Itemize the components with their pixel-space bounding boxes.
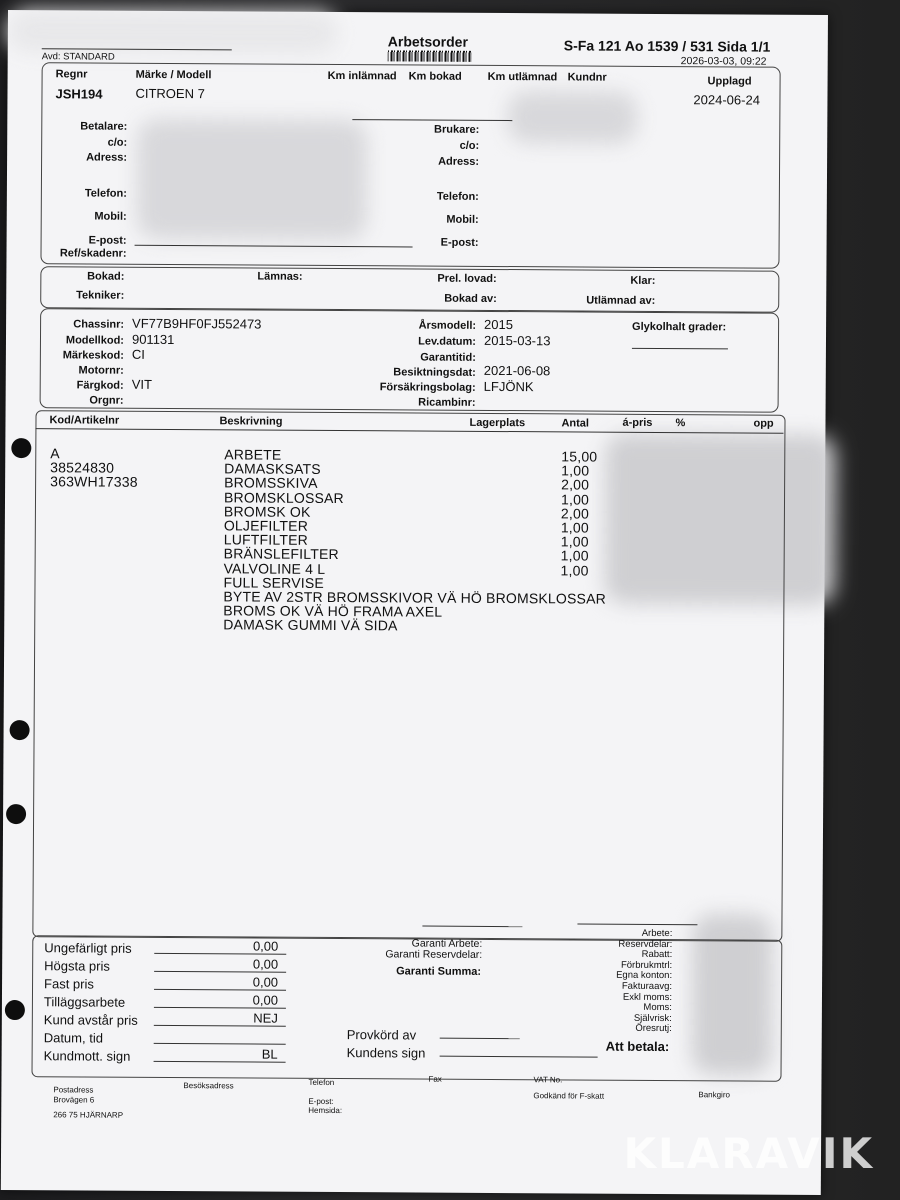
col-opp-header: opp bbox=[753, 417, 774, 430]
payer-mobile-label: Mobil: bbox=[94, 210, 127, 223]
warranty-work-label: Garanti Arbete: bbox=[411, 937, 483, 950]
footer-postal-line2: 266 75 HJÄRNARP bbox=[53, 1110, 124, 1120]
amount-due-label: Att betala: bbox=[605, 1038, 670, 1055]
payer-label: Betalare: bbox=[80, 120, 128, 133]
item-quantity: 1,00 bbox=[560, 490, 590, 508]
print-date-time: 2026-03-03, 09:22 bbox=[680, 55, 767, 68]
booked-label: Bokad: bbox=[87, 270, 125, 283]
item-description: BYTE AV 2STR BROMSSKIVOR VÄ HÖ BROMSKLOSSAR bbox=[223, 588, 607, 607]
payer-email-label: E-post: bbox=[88, 234, 127, 247]
org-no-label: Orgnr: bbox=[89, 394, 124, 407]
warranty-parts-label: Garanti Reservdelar: bbox=[385, 948, 483, 961]
item-quantity: 1,00 bbox=[561, 462, 590, 479]
department-label: Avd: STANDARD bbox=[41, 51, 115, 63]
punch-hole-1 bbox=[11, 438, 31, 458]
kundnr-label: Kundnr bbox=[567, 71, 607, 84]
prel-promised-label: Prel. lovad: bbox=[437, 272, 497, 285]
col-quantity-header: Antal bbox=[561, 417, 590, 430]
item-description: BRÄNSLEFILTER bbox=[223, 545, 339, 563]
summary-row-value: 0,00 bbox=[252, 992, 279, 1008]
footer-postal-label: Postadress bbox=[53, 1085, 94, 1095]
item-description: VALVOLINE 4 L bbox=[223, 559, 326, 577]
user-co-label: c/o: bbox=[459, 139, 480, 152]
summary-row-label: Datum, tid bbox=[43, 1030, 104, 1046]
summary-row-value: BL bbox=[261, 1046, 278, 1062]
upplagd-value: 2024-06-24 bbox=[693, 92, 761, 108]
footer-visit-address: Besöksadress bbox=[183, 1081, 234, 1091]
footer-bank-giro: Bankgiro bbox=[698, 1090, 730, 1100]
punch-hole-4 bbox=[5, 1000, 25, 1020]
summary-row-label: Kundmott. sign bbox=[43, 1048, 131, 1064]
col-code-header: Kod/Artikelnr bbox=[49, 414, 120, 427]
totals-label: Öresrutj: bbox=[635, 1023, 672, 1035]
item-description: LUFTFILTER bbox=[223, 531, 309, 549]
totals-label: Förbrukmtrl: bbox=[620, 959, 673, 971]
booked-by-label: Bokad av: bbox=[444, 292, 497, 305]
totals-label: Rabatt: bbox=[641, 949, 673, 961]
model-value: CITROEN 7 bbox=[135, 85, 205, 102]
model-year-label: Årsmodell: bbox=[418, 319, 477, 332]
item-quantity: 1,00 bbox=[560, 533, 589, 550]
engine-no-label: Motornr: bbox=[78, 364, 124, 377]
item-code: 363WH17338 bbox=[50, 473, 138, 491]
footer-email: E-post: bbox=[308, 1096, 334, 1107]
item-code: A bbox=[50, 445, 60, 462]
item-description: DAMASK GUMMI VÄ SIDA bbox=[223, 616, 398, 634]
work-order-sheet bbox=[1, 10, 828, 1195]
customer-sign-label: Kundens sign bbox=[346, 1045, 426, 1061]
delivery-date-label: Lev.datum: bbox=[418, 335, 477, 348]
inspection-date-label: Besiktningsdat: bbox=[393, 366, 476, 379]
color-code-value: VIT bbox=[131, 376, 152, 392]
col-location-header: Lagerplats bbox=[469, 416, 526, 430]
item-quantity: 2,00 bbox=[561, 476, 590, 493]
insurer-label: Försäkringsbolag: bbox=[379, 381, 476, 394]
summary-row-label: Ungefärligt pris bbox=[44, 940, 132, 956]
upplagd-label: Upplagd bbox=[707, 75, 752, 88]
insurer-value: LFJÖNK bbox=[483, 378, 534, 395]
item-code: 38524830 bbox=[50, 459, 115, 476]
summary-row-value: 0,00 bbox=[252, 938, 279, 954]
user-address-label: Adress: bbox=[438, 155, 480, 168]
item-description: OLJEFILTER bbox=[223, 517, 309, 534]
summary-row-value: 0,00 bbox=[252, 956, 279, 972]
regnr-value: JSH194 bbox=[55, 86, 103, 102]
footer-fax: Fax bbox=[428, 1074, 442, 1084]
punch-hole-3 bbox=[6, 804, 26, 824]
document-title: Arbetsorder bbox=[387, 33, 469, 50]
warranty-sum-label: Garanti Summa: bbox=[396, 965, 482, 978]
col-unit-price-header: á-pris bbox=[622, 416, 653, 429]
footer-tax-approval: Godkänd för F-skatt bbox=[533, 1091, 605, 1101]
item-description: ARBETE bbox=[224, 446, 282, 463]
ready-label: Klar: bbox=[630, 274, 656, 287]
summary-row-label: Kund avstår pris bbox=[43, 1012, 138, 1028]
item-description: BROMSK OK bbox=[223, 503, 311, 520]
item-description: BROMS OK VÄ HÖ FRAMA AXEL bbox=[223, 602, 443, 620]
inspection-date-value: 2021-06-08 bbox=[483, 362, 551, 379]
km-out-label: Km utlämnad bbox=[487, 70, 558, 84]
technician-label: Tekniker: bbox=[76, 289, 125, 302]
handed-out-by-label: Utlämnad av: bbox=[586, 294, 656, 307]
items-box bbox=[32, 410, 785, 942]
user-mobile-label: Mobil: bbox=[446, 213, 479, 226]
summary-row-value: NEJ bbox=[253, 1010, 278, 1026]
model-label: Märke / Modell bbox=[135, 68, 212, 82]
brand-code-value: CI bbox=[131, 346, 145, 362]
glycol-label: Glykolhalt grader: bbox=[632, 320, 727, 334]
footer-vat: VAT No. bbox=[533, 1075, 563, 1085]
col-description-header: Beskrivning bbox=[219, 415, 283, 428]
brand-code-label: Märkeskod: bbox=[62, 349, 124, 362]
footer-postal-line1: Brovägen 6 bbox=[53, 1095, 95, 1105]
summary-row-label: Högsta pris bbox=[44, 958, 110, 974]
item-quantity: 1,00 bbox=[560, 547, 589, 564]
summary-row-label: Tilläggsarbete bbox=[43, 994, 126, 1010]
summary-row-value: 0,00 bbox=[252, 974, 279, 990]
ref-label: Ref/skadenr: bbox=[59, 247, 127, 260]
item-description: BROMSKLOSSAR bbox=[223, 488, 344, 506]
vin-value: VF77B9HF0FJ552473 bbox=[132, 315, 262, 332]
payer-address-label: Adress: bbox=[86, 151, 128, 164]
booking-box bbox=[40, 266, 779, 313]
totals-label: Självrisk: bbox=[633, 1012, 672, 1024]
color-code-label: Färgkod: bbox=[76, 379, 124, 392]
item-description: DAMASKSATS bbox=[224, 460, 321, 478]
item-description: BROMSSKIVA bbox=[224, 474, 318, 492]
model-code-value: 901131 bbox=[131, 331, 175, 348]
test-driven-label: Provkörd av bbox=[346, 1027, 417, 1043]
totals-label: Fakturaavg: bbox=[621, 980, 673, 993]
warranty-label: Garantitid: bbox=[420, 351, 476, 364]
item-description: FULL SERVISE bbox=[223, 574, 325, 591]
item-quantity: 1,00 bbox=[560, 519, 589, 536]
delivery-date-value: 2015-03-13 bbox=[483, 332, 551, 349]
totals-label: Moms: bbox=[643, 1002, 672, 1014]
km-in-label: Km inlämnad bbox=[327, 69, 397, 83]
leaves-label: Lämnas: bbox=[257, 270, 303, 283]
regnr-label: Regnr bbox=[55, 68, 88, 81]
summary-row-label: Fast pris bbox=[44, 976, 94, 992]
item-quantity: 15,00 bbox=[561, 448, 598, 465]
user-label: Brukare: bbox=[433, 123, 480, 136]
model-year-value: 2015 bbox=[484, 316, 514, 333]
km-booked-label: Km bokad bbox=[408, 70, 462, 83]
footer-website: Hemsida: bbox=[308, 1105, 343, 1116]
barcode bbox=[388, 50, 472, 62]
totals-label: Reservdelar: bbox=[618, 938, 673, 950]
payer-phone-label: Telefon: bbox=[84, 187, 127, 200]
payer-co-label: c/o: bbox=[107, 136, 128, 149]
watermark-logo: KLARAVIK bbox=[623, 1129, 874, 1178]
totals-label: Arbete: bbox=[641, 927, 673, 940]
order-reference: S-Fa 121 Ao 1539 / 531 Sida 1/1 bbox=[563, 37, 771, 55]
footer-postal-address bbox=[53, 1085, 123, 1120]
user-email-label: E-post: bbox=[440, 236, 479, 249]
user-phone-label: Telefon: bbox=[436, 190, 479, 203]
ricambi-label: Ricambinr: bbox=[418, 396, 476, 409]
footer-phone: Telefon bbox=[308, 1077, 335, 1088]
totals-label: Egna konton: bbox=[616, 970, 673, 982]
col-percent-header: % bbox=[675, 417, 686, 430]
punch-hole-2 bbox=[10, 720, 30, 740]
totals-label: Exkl moms: bbox=[622, 991, 673, 1003]
item-quantity: 2,00 bbox=[560, 505, 590, 522]
model-code-label: Modellkod: bbox=[65, 334, 125, 347]
item-quantity: 1,00 bbox=[560, 561, 589, 579]
vin-label: Chassinr: bbox=[73, 318, 125, 331]
